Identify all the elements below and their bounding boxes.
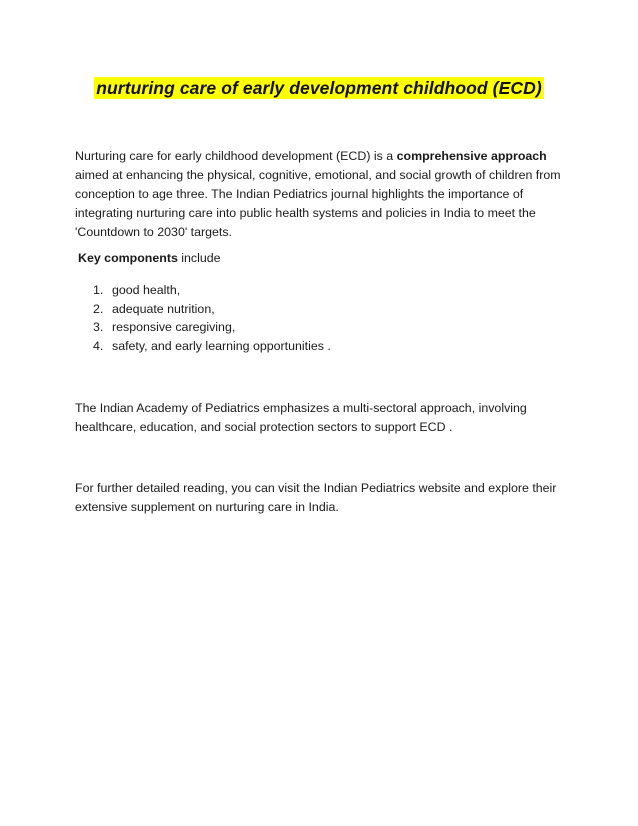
key-components-list [93, 281, 563, 355]
intro-text-start: Nurturing care for early childhood development (ECD) is a [75, 149, 397, 163]
list-item-text: good health, [112, 283, 181, 297]
intro-text-end: aimed at enhancing the physical, cognitive, emotional, and social growth of children from conception to age three. The Indian Pediatrics journal highlights the importance of integrating nurturing care into public health systems and policies in India to meet the 'Countdown to 2030' targets. [75, 168, 561, 239]
further-reading-paragraph: For further detailed reading, you can visit the Indian Pediatrics website and explore their extensive supplement on nurturing care in India. [75, 481, 557, 514]
intro-paragraph [75, 147, 565, 242]
list-item [93, 300, 563, 319]
list-item-number: 4. [93, 338, 104, 353]
list-item [93, 281, 563, 300]
key-components-rest: include [177, 251, 221, 265]
key-components-bold: Key components [78, 251, 178, 265]
list-item-text: safety, and early learning opportunities . [112, 338, 331, 353]
list-item-number: 1. [93, 283, 104, 297]
iap-paragraph: The Indian Academy of Pediatrics emphasizes a multi-sectoral approach, involving healthcare, education, and social protection sectors to support ECD . [75, 401, 527, 434]
list-item [93, 318, 563, 337]
list-item [93, 337, 563, 356]
intro-bold-phrase: comprehensive approach [396, 149, 547, 163]
document-title: nurturing care of early development childhood (ECD) [96, 78, 542, 98]
list-item-number: 3. [93, 320, 104, 335]
list-item-number: 2. [93, 301, 104, 316]
key-components-heading [78, 249, 568, 268]
list-item-text: responsive caregiving, [112, 320, 236, 335]
list-item-text: adequate nutrition, [112, 301, 215, 316]
title-container [0, 77, 638, 99]
